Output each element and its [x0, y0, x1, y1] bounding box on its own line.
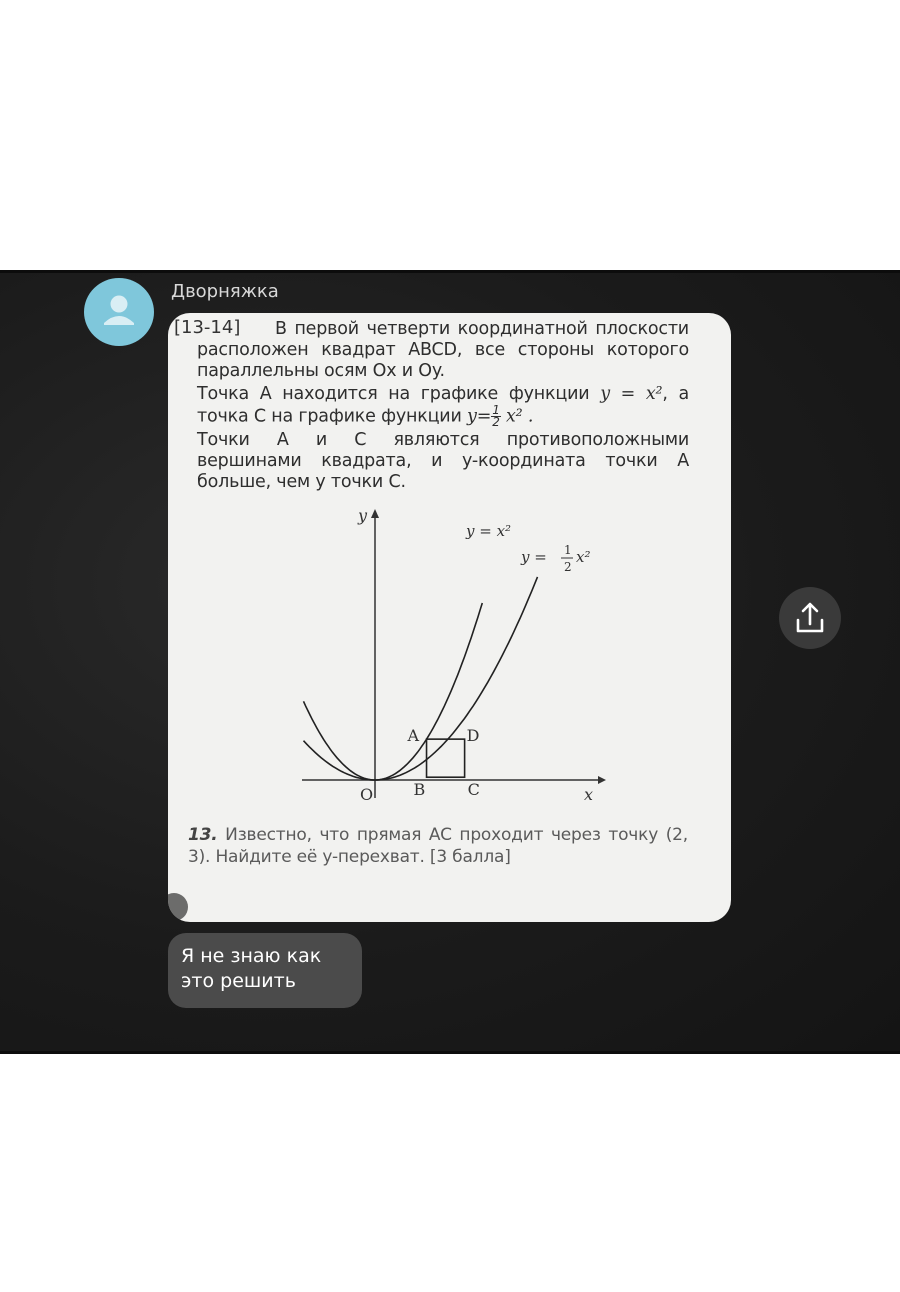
- axes: [302, 509, 606, 798]
- sender-avatar[interactable]: [84, 278, 154, 346]
- curve2-label-num: 1: [564, 543, 572, 557]
- chat-screen: [0, 270, 900, 1054]
- problem-tag: [13-14]: [174, 317, 241, 338]
- curve2-label-lhs: y =: [521, 548, 547, 566]
- point-label-c: C: [467, 780, 480, 800]
- y-axis-label: y: [358, 506, 368, 525]
- origin-label: O: [360, 785, 374, 803]
- user-silhouette-icon: [84, 278, 154, 346]
- function-half-lhs: y=: [467, 406, 492, 427]
- square-abcd: [427, 739, 465, 777]
- question-text: Известно, что прямая AC проходит через точку (2, 3). Найдите её y-перехват. [3 балла]: [188, 825, 688, 867]
- y-axis-arrow: [371, 509, 379, 518]
- reply-message-bubble[interactable]: [168, 933, 362, 1008]
- image-badge-icon: [168, 893, 188, 921]
- problem-paragraph-3: Точки A и C являются противоположными вершинами квадрата, и y-координата точки A больше, чем у точки C.: [197, 430, 689, 492]
- problem-paragraph-1: В первой четверти координатной плоскости расположен квадрат ABCD, все стороны которого параллельны осям Ox и Oy.: [197, 319, 689, 381]
- fraction-half: [491, 405, 500, 428]
- share-button[interactable]: [779, 587, 841, 649]
- curve2-label-den: 2: [564, 560, 572, 574]
- series-line-x-squared: [304, 603, 483, 780]
- para2-prefix: Точка A находится на графике функции: [197, 384, 601, 404]
- point-label-d: D: [466, 726, 480, 746]
- x-axis-label: x: [584, 785, 594, 803]
- curve2-label-rhs: x²: [576, 548, 591, 566]
- question-number: 13.: [188, 825, 218, 845]
- fraction-denominator: 2: [492, 415, 500, 429]
- para2-mid: , а точка C на графике функции: [197, 384, 689, 427]
- function-half-rhs: x² .: [500, 406, 534, 427]
- question-13: [188, 824, 688, 868]
- sender-name: Дворняжка: [171, 281, 279, 302]
- photo-message[interactable]: [168, 313, 731, 922]
- point-label-b: B: [413, 780, 426, 800]
- curve1-label: y = x²: [466, 522, 512, 540]
- function-y-x2: y = x²: [600, 384, 663, 404]
- problem-paragraph-2: [197, 384, 689, 428]
- fraction-numerator: 1: [492, 403, 500, 417]
- share-upload-icon: [779, 587, 841, 649]
- x-axis-arrow: [598, 776, 606, 784]
- parabola-graph: [288, 498, 608, 803]
- point-label-a: A: [407, 726, 420, 746]
- reply-message-text: Я не знаю как это решить: [181, 945, 322, 992]
